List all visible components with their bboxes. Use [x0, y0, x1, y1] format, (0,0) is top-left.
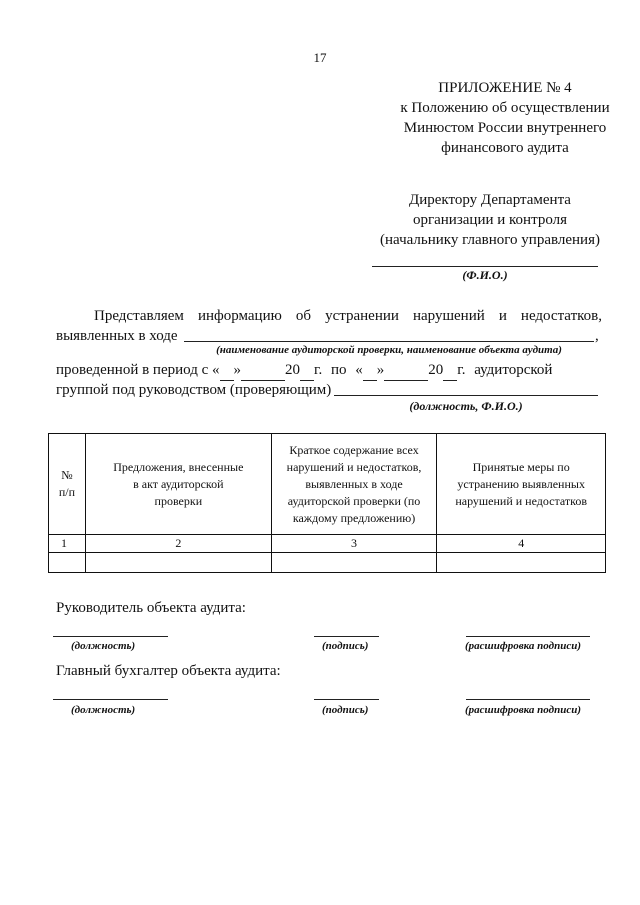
position-label: (должность) — [71, 704, 136, 716]
audit-name-blank[interactable] — [184, 341, 594, 342]
fio-caption: (Ф.И.О.) — [462, 268, 508, 282]
appendix-title: ПРИЛОЖЕНИЕ № 4 — [438, 80, 572, 96]
group-text: группой под руководством (проверяющим) — [56, 382, 332, 398]
paragraph-text: выявленных в ходе — [56, 328, 178, 344]
number-cell: 3 — [271, 535, 437, 553]
appendix-line: Минюстом России внутреннего — [403, 120, 607, 136]
year-prefix: 20 — [285, 362, 301, 378]
appendix-line: финансового аудита — [441, 140, 569, 156]
month-blank-2[interactable] — [384, 360, 428, 381]
signature-label: (подпись) — [322, 704, 369, 716]
position-line-1[interactable] — [53, 636, 168, 637]
signature-label: (подпись) — [322, 640, 369, 652]
header-cell-number: № п/п — [49, 434, 86, 535]
addressee-line: Директору Департамента — [409, 192, 571, 208]
paragraph-line-1 — [56, 306, 602, 326]
head-name-caption: (должность, Ф.И.О.) — [409, 399, 523, 413]
table-empty-row — [49, 553, 606, 573]
addressee-line: (начальнику главного управления) — [380, 232, 600, 248]
empty-cell[interactable] — [437, 553, 606, 573]
header-cell-proposals: Предложения, внесенные в акт аудиторской проверки — [85, 434, 271, 535]
paragraph-text: Представляем информацию об устранении нарушений и недостатков, — [94, 308, 602, 324]
period-text: проведенной в период с « — [56, 362, 220, 378]
year-blank-2[interactable] — [443, 360, 457, 381]
measures-table — [48, 433, 606, 573]
header-cell-measures: Принятые меры по устранению выявленных нарушений и недостатков — [437, 434, 606, 535]
audit-name-caption: (наименование аудиторской проверки, наименование объекта аудита) — [216, 344, 562, 356]
period-text: г. по « — [314, 362, 363, 378]
number-cell: 4 — [437, 535, 606, 553]
empty-cell[interactable] — [49, 553, 86, 573]
period-line — [56, 360, 602, 381]
head-of-object-title: Руководитель объекта аудита: — [56, 600, 246, 616]
empty-cell[interactable] — [271, 553, 437, 573]
comma: , — [595, 328, 599, 344]
year-prefix: 20 — [428, 362, 444, 378]
signature-line-1[interactable] — [314, 636, 379, 637]
period-text: г. аудиторской — [457, 362, 553, 378]
appendix-header — [370, 78, 640, 158]
decoding-line-1[interactable] — [466, 636, 590, 637]
group-line — [56, 380, 331, 400]
header-cell-violations: Краткое содержание всех нарушений и недостатков, выявленных в ходе аудиторской проверки (по каждому предложению) — [271, 434, 437, 535]
table-header-row — [49, 434, 606, 535]
table-numbering-row — [49, 535, 606, 553]
position-label: (должность) — [71, 640, 136, 652]
chief-accountant-title: Главный бухгалтер объекта аудита: — [56, 663, 281, 679]
number-cell: 2 — [85, 535, 271, 553]
paragraph-line-2 — [56, 326, 178, 346]
period-quote: » — [233, 362, 242, 378]
head-name-blank[interactable] — [334, 395, 598, 396]
addressee-line: организации и контроля — [412, 212, 568, 228]
appendix-line: к Положению об осуществлении — [400, 100, 610, 116]
month-blank-1[interactable] — [241, 360, 285, 381]
position-line-2[interactable] — [53, 699, 168, 700]
year-blank-1[interactable] — [300, 360, 314, 381]
period-quote: » — [376, 362, 385, 378]
day-blank-1[interactable] — [220, 360, 234, 381]
decoding-label: (расшифровка подписи) — [465, 704, 581, 716]
number-cell: 1 — [49, 535, 86, 553]
decoding-label: (расшифровка подписи) — [465, 640, 581, 652]
empty-cell[interactable] — [85, 553, 271, 573]
signature-line-2[interactable] — [314, 699, 379, 700]
decoding-line-2[interactable] — [466, 699, 590, 700]
addressee-block — [360, 190, 620, 250]
day-blank-2[interactable] — [363, 360, 377, 381]
page-number: 17 — [313, 50, 327, 65]
fio-blank-line[interactable] — [372, 266, 598, 267]
